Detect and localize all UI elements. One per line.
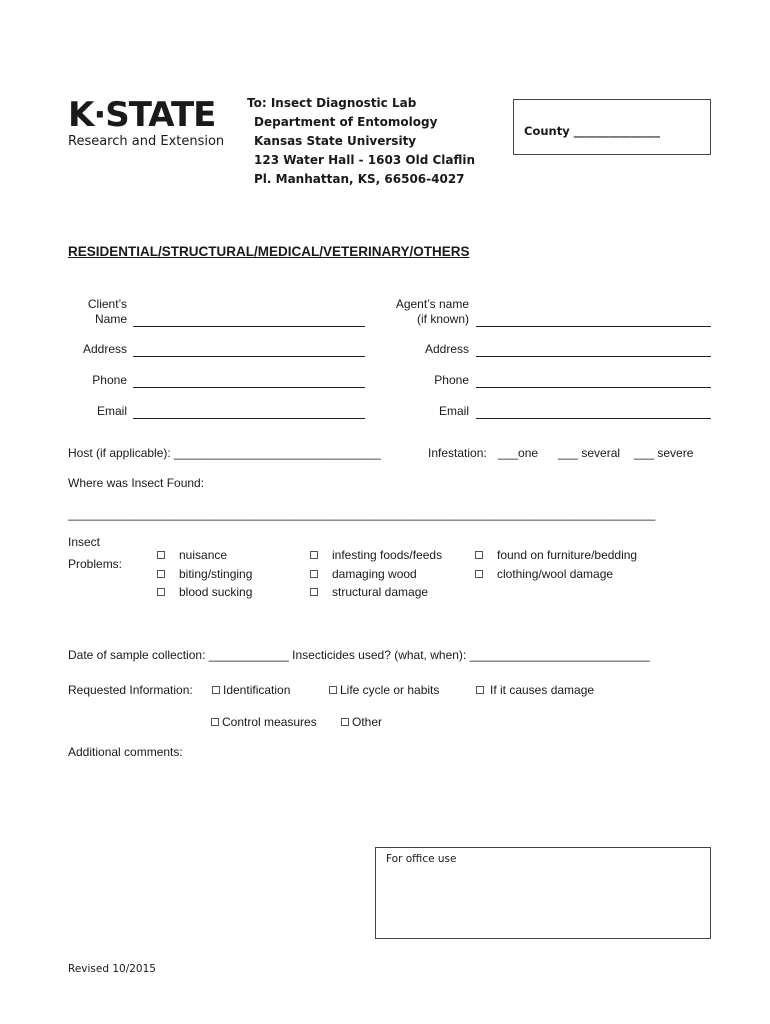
office-use-label: For office use [386, 853, 457, 865]
checkbox-icon [310, 551, 318, 559]
infestation-several[interactable]: ___ several [558, 446, 621, 460]
client-address-field[interactable] [133, 356, 365, 357]
infestation-severe[interactable]: ___ severe [634, 446, 694, 460]
problem-clothing[interactable]: clothing/wool damage [475, 567, 613, 581]
agent-phone-field[interactable] [476, 387, 711, 388]
agent-name-label-1: Agent’s name [395, 297, 469, 311]
agent-address-label: Address [424, 342, 469, 356]
infestation-label: Infestation: [428, 446, 487, 460]
checkbox-icon [476, 686, 484, 694]
logo-subtitle: Research and Extension [68, 134, 225, 149]
option-identification[interactable]: Identification [212, 683, 290, 697]
form-heading: RESIDENTIAL/STRUCTURAL/MEDICAL/VETERINARY/OTHERS [68, 244, 470, 259]
infestation-one[interactable]: ___one [498, 446, 539, 460]
client-email-label: Email [96, 404, 127, 418]
option-life-cycle[interactable]: Life cycle or habits [329, 683, 439, 697]
address-line-2: Department of Entomology [254, 115, 438, 129]
checkbox-icon [475, 551, 483, 559]
agent-email-field[interactable] [476, 418, 711, 419]
checkbox-icon [329, 686, 337, 694]
checkbox-icon [157, 570, 165, 578]
option-causes-damage[interactable]: If it causes damage [476, 683, 594, 697]
date-insecticides-field[interactable]: Date of sample collection: ____________ Insecticides used? (what, when): ___________________________ [68, 648, 650, 662]
checkbox-icon [310, 588, 318, 596]
problem-blood-sucking[interactable]: blood sucking [157, 585, 252, 599]
problems-label-1: Insect [68, 535, 101, 549]
checkbox-icon [475, 570, 483, 578]
agent-name-field[interactable] [476, 326, 711, 327]
problem-infesting-foods[interactable]: infesting foods/feeds [310, 548, 442, 562]
client-name-field[interactable] [133, 326, 365, 327]
checkbox-icon [157, 588, 165, 596]
where-found-label: Where was Insect Found: [68, 476, 205, 490]
client-address-label: Address [82, 342, 127, 356]
county-field[interactable]: County _______________ [524, 124, 660, 138]
client-phone-field[interactable] [133, 387, 365, 388]
checkbox-icon [157, 551, 165, 559]
agent-address-field[interactable] [476, 356, 711, 357]
address-line-4: 123 Water Hall - 1603 Old Claflin [254, 153, 476, 167]
agent-name-label-2: (if known) [416, 312, 469, 326]
problem-furniture[interactable]: found on furniture/bedding [475, 548, 637, 562]
problem-damaging-wood[interactable]: damaging wood [310, 567, 417, 581]
revision-date: Revised 10/2015 [68, 963, 156, 975]
problem-structural-damage[interactable]: structural damage [310, 585, 428, 599]
additional-comments-label: Additional comments: [68, 745, 183, 759]
problems-label-2: Problems: [68, 557, 123, 571]
agent-phone-label: Phone [434, 373, 469, 387]
checkbox-icon [211, 718, 219, 726]
address-line-5: Pl. Manhattan, KS, 66506-4027 [254, 172, 465, 186]
problem-nuisance[interactable]: nuisance [157, 548, 227, 562]
checkbox-icon [310, 570, 318, 578]
address-line-1: To: Insect Diagnostic Lab [247, 96, 417, 110]
checkbox-icon [341, 718, 349, 726]
client-name-label-1: Client’s [87, 297, 127, 311]
where-found-field[interactable]: ________________________________________________________________________________________ [68, 507, 656, 521]
kstate-logo: K·STATE [68, 95, 216, 135]
checkbox-icon [212, 686, 220, 694]
address-line-3: Kansas State University [254, 134, 417, 148]
client-email-field[interactable] [133, 418, 365, 419]
problem-biting[interactable]: biting/stinging [157, 567, 252, 581]
client-phone-label: Phone [92, 373, 127, 387]
option-control-measures[interactable]: Control measures [211, 715, 317, 729]
host-field[interactable]: Host (if applicable): _______________________________ [68, 446, 381, 460]
option-other[interactable]: Other [341, 715, 382, 729]
client-name-label-2: Name [94, 312, 127, 326]
requested-info-label: Requested Information: [68, 683, 193, 697]
agent-email-label: Email [438, 404, 469, 418]
